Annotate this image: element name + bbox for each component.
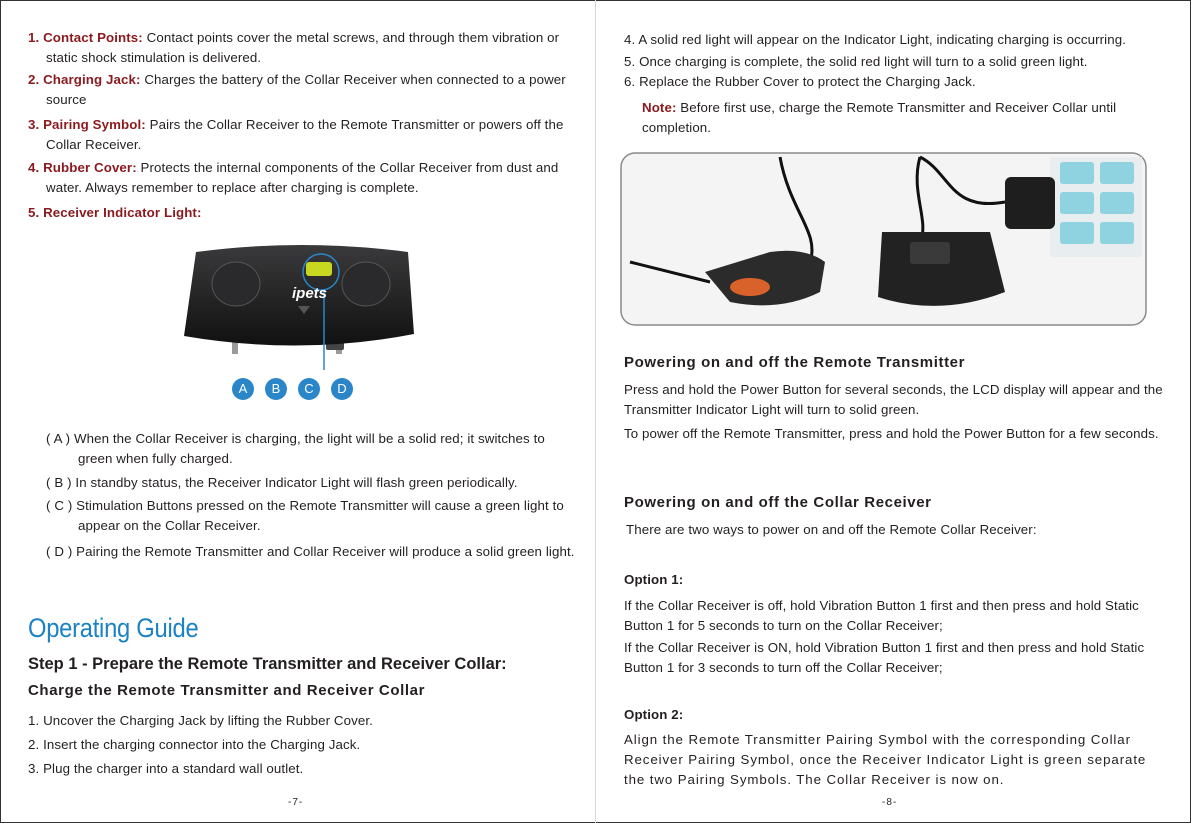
step-1: 1. Uncover the Charging Jack by lifting the Rubber Cover. xyxy=(28,713,373,728)
item-text: Contact points cover the metal screws, and through them vibration or static shock stimulation is delivered. xyxy=(46,30,560,65)
note-label: Note: xyxy=(642,100,677,115)
item-text: Charges the battery of the Collar Receiver when connected to a power source xyxy=(46,72,566,107)
collar-logo-text: ipets xyxy=(292,285,328,302)
badge-b: B xyxy=(265,378,287,400)
item-rubber-cover xyxy=(28,158,576,198)
item-charging-jack xyxy=(28,70,576,110)
step-3: 3. Plug the charger into a standard wall outlet. xyxy=(28,761,304,776)
step-5: 5. Once charging is complete, the solid red light will turn to a solid green light. xyxy=(624,54,1088,69)
note xyxy=(642,98,1169,138)
option-1-p2: If the Collar Receiver is ON, hold Vibration Button 1 first and then press and hold Static Button 1 for 3 seconds to turn off the Collar Receiver; xyxy=(624,640,1145,675)
item-label: 3. Pairing Symbol: xyxy=(28,117,146,132)
item-label: 5. Receiver Indicator Light: xyxy=(28,205,202,220)
option-1-p1: If the Collar Receiver is off, hold Vibration Button 1 first and then press and hold Static Button 1 for 5 seconds to turn on the Collar Receiver; xyxy=(624,598,1139,633)
section-collar-title: Powering on and off the Collar Receiver xyxy=(624,494,932,511)
section-remote-p1: Press and hold the Power Button for several seconds, the LCD display will appear and the Transmitter Indicator Light will turn to solid green. xyxy=(624,382,1163,417)
item-pairing-symbol xyxy=(28,115,576,155)
step-6: 6. Replace the Rubber Cover to protect the Charging Jack. xyxy=(624,74,976,89)
item-text: Protects the internal components of the Collar Receiver from dust and water. Always remember to replace after charging is complete. xyxy=(46,160,559,195)
page-right xyxy=(624,0,1169,823)
charge-subtitle: Charge the Remote Transmitter and Receiver Collar xyxy=(28,682,426,699)
note-text: Before first use, charge the Remote Transmitter and Receiver Collar until completion. xyxy=(642,100,1117,135)
badge-a: A xyxy=(232,378,254,400)
state-a: ( A ) When the Collar Receiver is charging, the light will be a solid red; it switches to green when fully charged. xyxy=(46,431,545,466)
item-contact-points xyxy=(28,28,576,68)
state-b: ( B ) In standby status, the Receiver Indicator Light will flash green periodically. xyxy=(46,475,518,490)
section-collar-intro: There are two ways to power on and off the Remote Collar Receiver: xyxy=(626,522,1037,537)
step-4: 4. A solid red light will appear on the Indicator Light, indicating charging is occurring. xyxy=(624,32,1127,47)
option-2-title: Option 2: xyxy=(624,707,684,722)
state-c: ( C ) Stimulation Buttons pressed on the Remote Transmitter will cause a green light to appear on the Collar Receiver. xyxy=(46,498,564,533)
item-indicator-light xyxy=(28,203,576,223)
page-number: -8- xyxy=(882,797,898,808)
section-remote-title: Powering on and off the Remote Transmitter xyxy=(624,354,966,371)
badge-d: D xyxy=(331,378,353,400)
charging-photo xyxy=(620,152,1147,326)
step-title: Step 1 - Prepare the Remote Transmitter and Receiver Collar: xyxy=(28,655,507,673)
page-divider xyxy=(595,0,596,823)
option-2-p1: Align the Remote Transmitter Pairing Symbol with the corresponding Collar Receiver Pairing Symbol, once the Receiver Indicator Light is green separate the two Pairing Symbols. The Collar Receiver is now on. xyxy=(624,732,1147,787)
step-2: 2. Insert the charging connector into the Charging Jack. xyxy=(28,737,361,752)
state-d: ( D ) Pairing the Remote Transmitter and Collar Receiver will produce a solid green light. xyxy=(46,544,575,559)
item-label: 2. Charging Jack: xyxy=(28,72,141,87)
item-label: 1. Contact Points: xyxy=(28,30,143,45)
item-label: 4. Rubber Cover: xyxy=(28,160,137,175)
page-number: -7- xyxy=(288,797,304,808)
collar-receiver-illustration xyxy=(176,244,426,370)
section-remote-p2: To power off the Remote Transmitter, press and hold the Power Button for a few seconds. xyxy=(624,426,1159,441)
page-left xyxy=(28,0,576,823)
operating-guide-title: Operating Guide xyxy=(28,613,199,643)
badge-row xyxy=(232,378,364,400)
option-1-title: Option 1: xyxy=(624,572,684,587)
badge-c: C xyxy=(298,378,320,400)
item-text: Pairs the Collar Receiver to the Remote Transmitter or powers off the Collar Receiver. xyxy=(46,117,564,152)
